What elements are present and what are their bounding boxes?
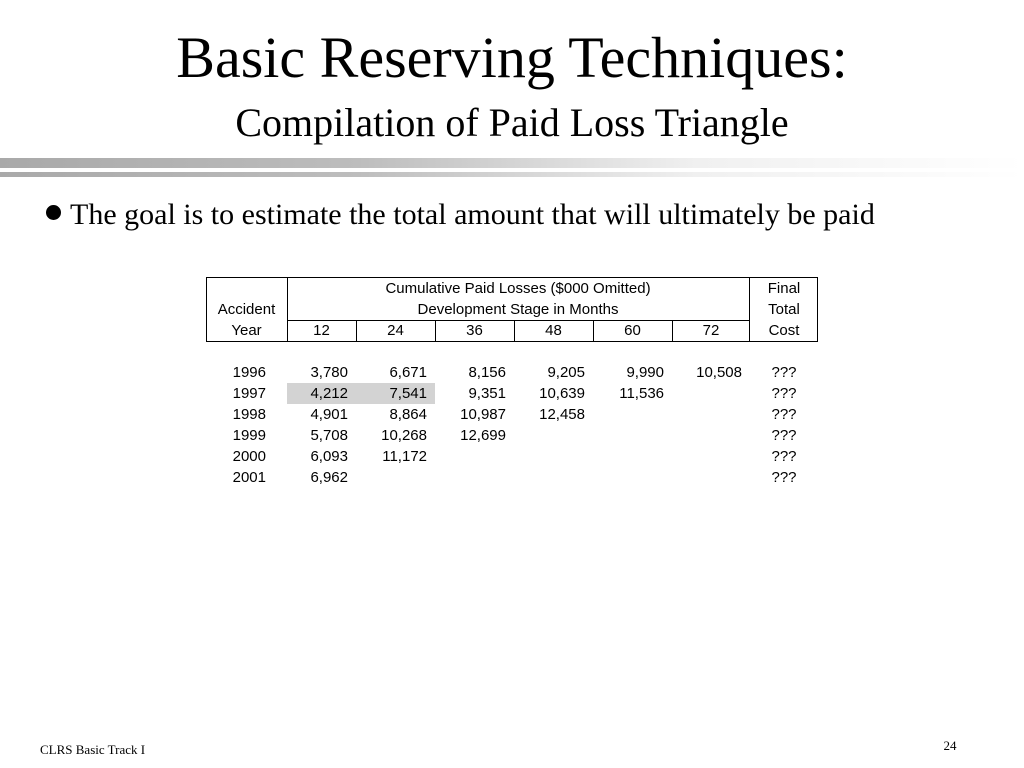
row-1997-dev-12: 4,212 [310,385,348,402]
row-1996-dev-48: 9,205 [547,364,585,381]
dev-column-header-48: 48 [545,322,562,339]
dev-column-header-12: 12 [313,322,330,339]
header-cost: Cost [768,322,800,339]
dev-column-header-60: 60 [624,322,641,339]
row-1997-dev-36: 9,351 [468,385,506,402]
row-1996-dev-72: 10,508 [696,364,742,381]
row-2001-final: ??? [771,469,797,486]
row-1997-dev-24: 7,541 [389,385,427,402]
row-1996-dev-36: 8,156 [468,364,506,381]
row-2001-dev-12: 6,962 [310,469,348,486]
row-1999-dev-24: 10,268 [381,427,427,444]
row-1996-dev-12: 3,780 [310,364,348,381]
paid-loss-triangle-table [206,277,818,492]
row-1996-dev-24: 6,671 [389,364,427,381]
row-1996-year: 1996 [232,364,266,381]
row-1996-final: ??? [771,364,797,381]
header-cumulative-paid-losses: Cumulative Paid Losses ($000 Omitted) [385,280,651,297]
bullet-point [46,196,875,234]
row-2000-dev-12: 6,093 [310,448,348,465]
header-final: Final [767,280,801,297]
dev-column-header-72: 72 [702,322,720,339]
row-1999-dev-12: 5,708 [310,427,348,444]
title-divider-thick [0,158,1024,168]
bullet-dot-icon [46,205,61,220]
slide-title: Basic Reserving Techniques: [176,25,848,90]
row-1999-final: ??? [771,427,797,444]
header-total: Total [768,301,800,318]
table-border-bottom [206,341,818,342]
title-divider-thin [0,172,1024,177]
dev-column-header-24: 24 [387,322,404,339]
dev-column-header-36: 36 [466,322,483,339]
row-1999-year: 1999 [232,427,266,444]
row-1997-dev-48: 10,639 [539,385,585,402]
header-accident: Accident [217,301,276,318]
footer-course-name: CLRS Basic Track I [40,742,146,757]
row-2000-year: 2000 [232,448,266,465]
row-1998-dev-36: 10,987 [460,406,506,423]
row-1998-dev-12: 4,901 [310,406,348,423]
row-1997-dev-60: 11,536 [619,385,664,402]
header-development-stage: Development Stage in Months [417,301,619,318]
row-1998-dev-48: 12,458 [539,406,585,423]
header-year: Year [231,322,262,339]
row-1999-dev-36: 12,699 [460,427,506,444]
row-1998-dev-24: 8,864 [389,406,427,423]
row-1998-year: 1998 [232,406,266,423]
page-number: 24 [943,738,957,753]
row-2000-final: ??? [771,448,797,465]
row-1998-final: ??? [771,406,797,423]
row-1996-dev-60: 9,990 [626,364,664,381]
row-2001-year: 2001 [232,469,266,486]
slide-subtitle: Compilation of Paid Loss Triangle [235,100,789,145]
bullet-text: The goal is to estimate the total amount that will ultimately be paid [70,198,875,231]
row-2000-dev-24: 11,172 [382,448,427,465]
row-1997-year: 1997 [232,385,266,402]
row-1997-final: ??? [771,385,797,402]
